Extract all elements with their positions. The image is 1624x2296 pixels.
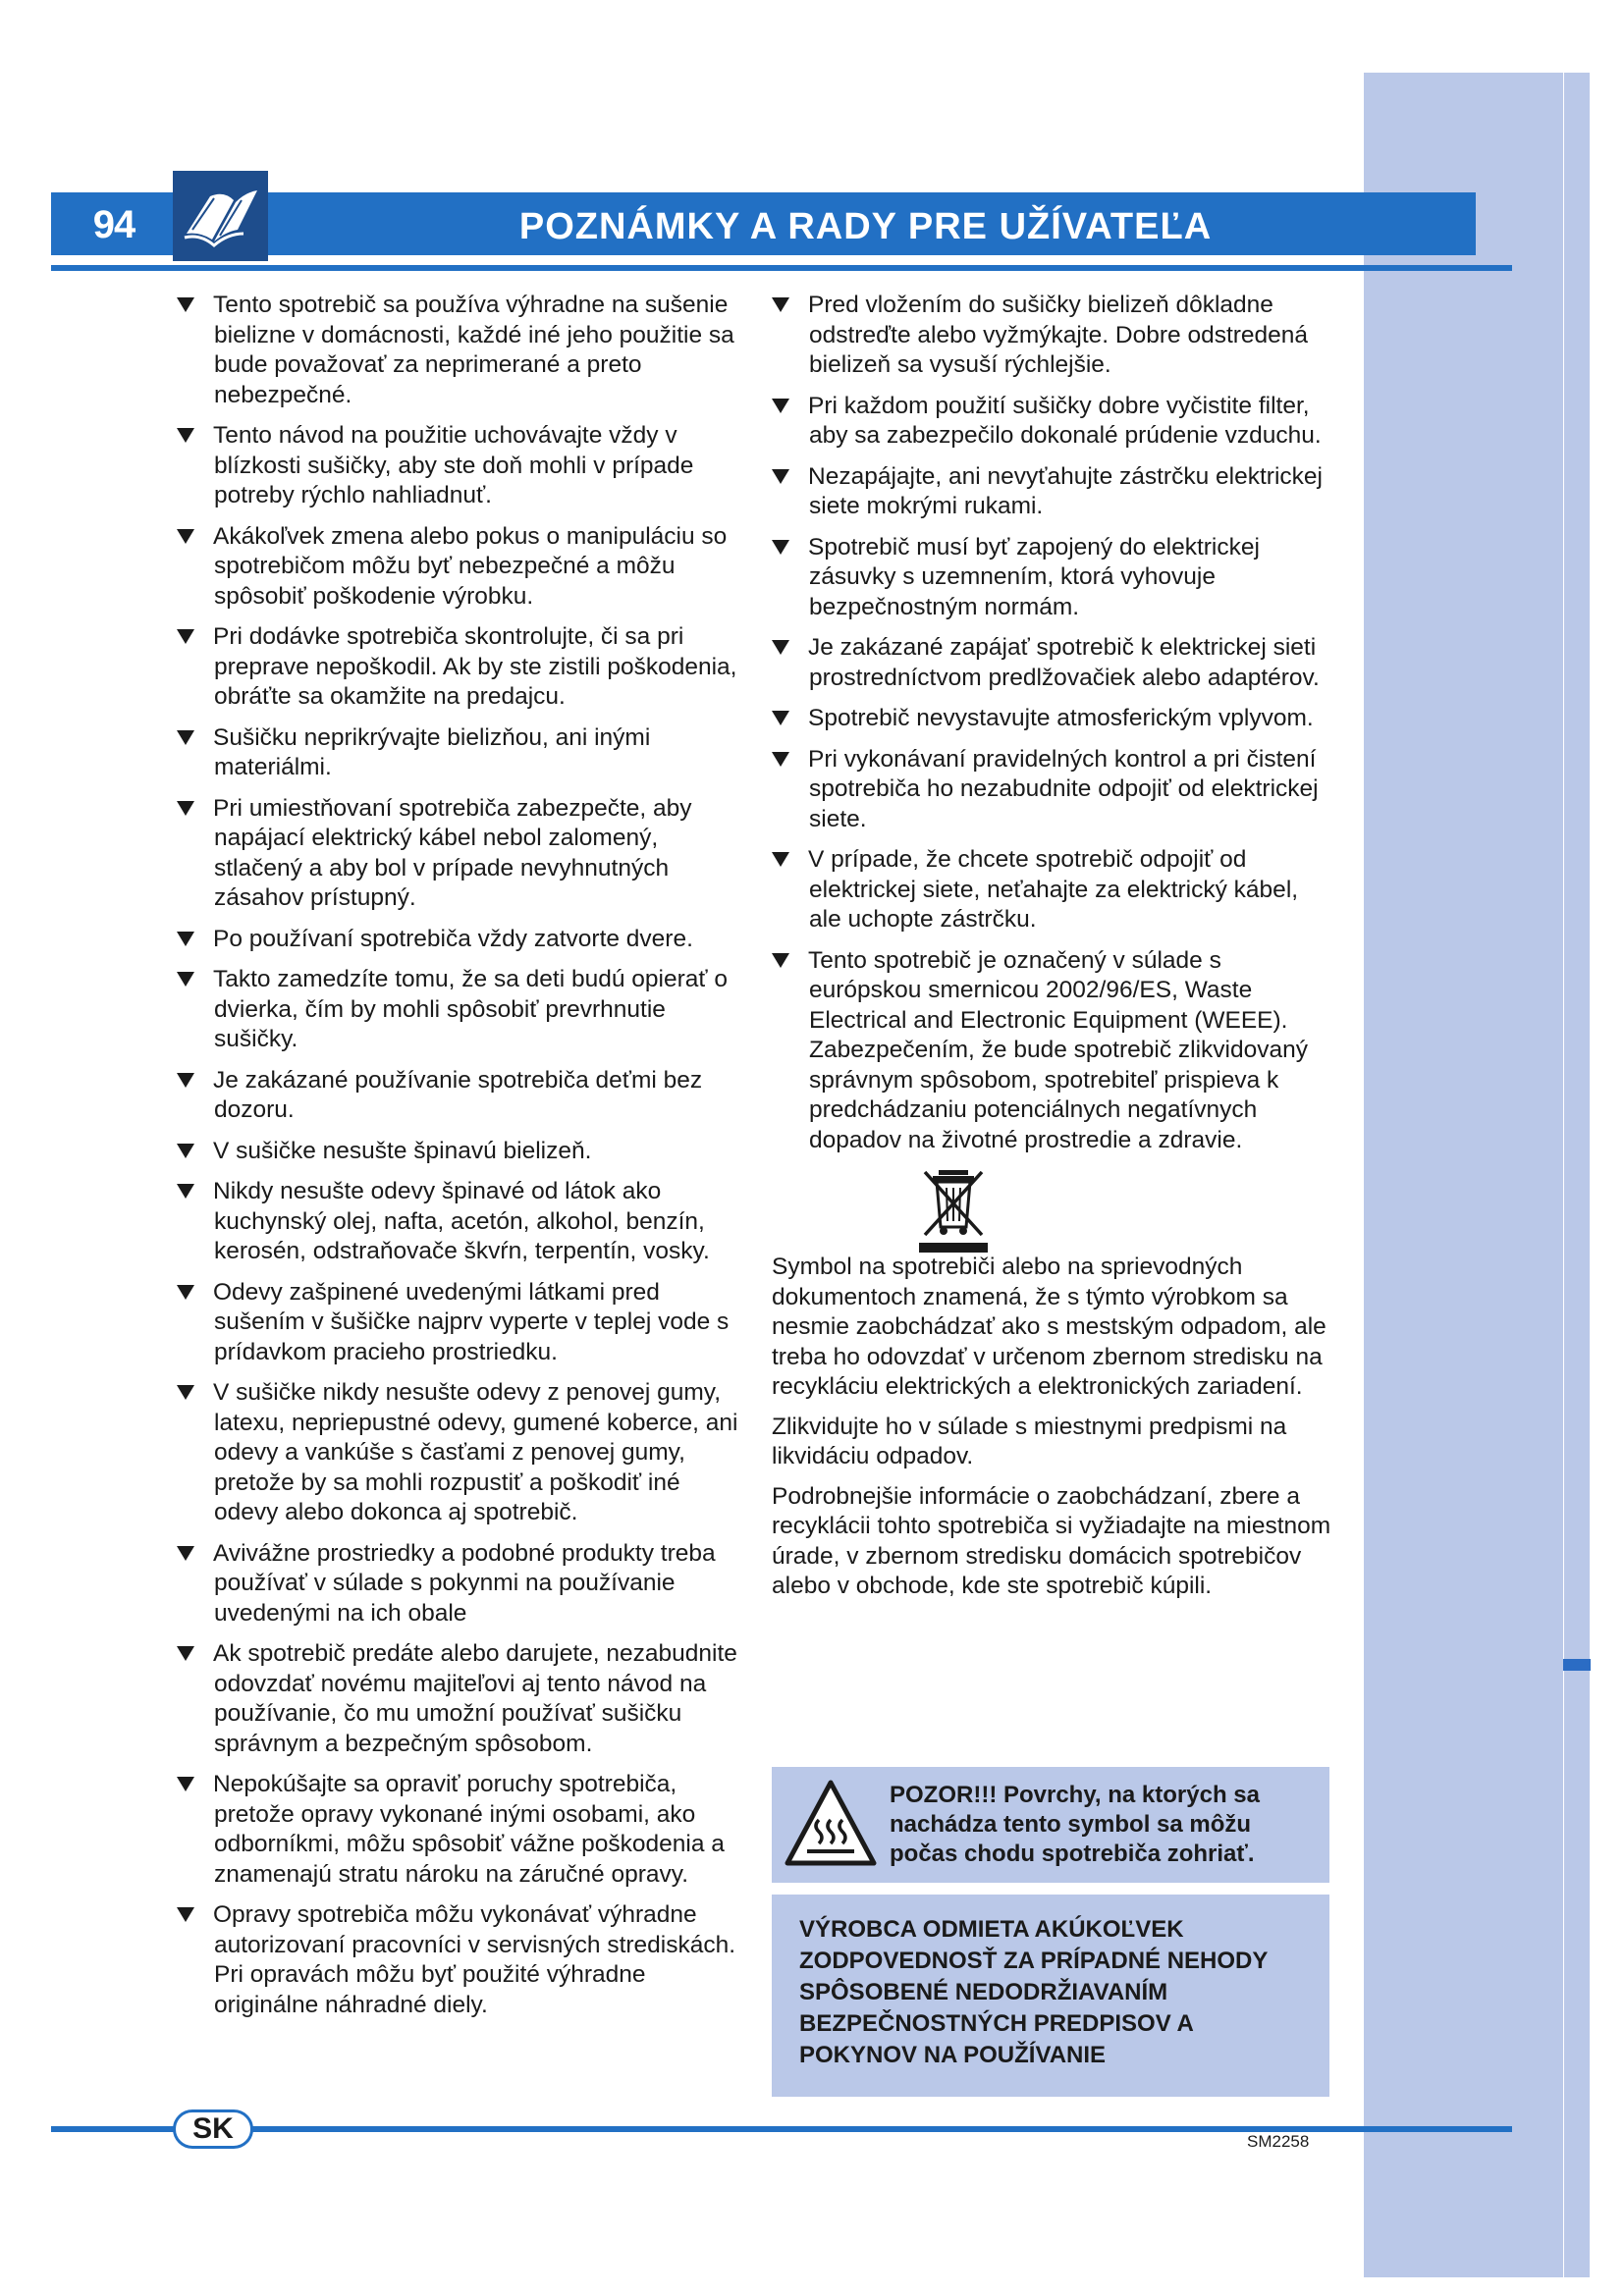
list-item: Je zakázané zapájať spotrebič k elektrickej sieti prostredníctvom predlžovačiek alebo adaptérov. bbox=[772, 633, 1331, 693]
bullet-triangle-icon bbox=[177, 1646, 194, 1661]
list-item: Avivážne prostriedky a podobné produkty treba používať v súlade s pokynmi na používanie uvedenými na ich obale bbox=[177, 1539, 746, 1629]
bullet-triangle-icon bbox=[177, 529, 194, 544]
list-item: Nepokúšajte sa opraviť poruchy spotrebiča, pretože opravy vykonané inými osobami, ako odborníkmi, môžu spôsobiť vážne poškodenia a znamenajú stratu nároku na záručné opravy. bbox=[177, 1770, 746, 1890]
list-item: V sušičke nesušte špinavú bielizeň. bbox=[177, 1137, 746, 1167]
list-item: Spotrebič nevystavujte atmosferickým vplyvom. bbox=[772, 704, 1331, 734]
list-item: Pred vložením do sušičky bielizeň dôkladne odstreďte alebo vyžmýkajte. Dobre odstredená bielizeň sa vysuší rýchlejšie. bbox=[772, 291, 1331, 381]
bullet-triangle-icon bbox=[772, 752, 789, 767]
bullet-triangle-icon bbox=[177, 1777, 194, 1791]
bullet-triangle-icon bbox=[177, 1184, 194, 1199]
bullet-triangle-icon bbox=[177, 1907, 194, 1922]
bullet-triangle-icon bbox=[177, 1546, 194, 1561]
disposal-paragraph: Zlikvidujte ho v súlade s miestnymi predpismi na likvidáciu odpadov. bbox=[772, 1413, 1287, 1469]
language-badge: SK bbox=[173, 2109, 253, 2149]
disclaimer-box bbox=[772, 1895, 1329, 2097]
list-item: Sušičku neprikrývajte bielizňou, ani inými materiálmi. bbox=[177, 723, 746, 783]
list-item: Nikdy nesušte odevy špinavé od látok ako kuchynský olej, nafta, acetón, alkohol, benzín, kerosén, odstraňovače škvŕn, terpentín, vosky. bbox=[177, 1177, 746, 1267]
list-item: Po používaní spotrebiča vždy zatvorte dvere. bbox=[177, 925, 746, 955]
bullet-triangle-icon bbox=[177, 972, 194, 987]
list-item: Tento spotrebič sa používa výhradne na sušenie bielizne v domácnosti, každé iné jeho použitie sa bude považovať za neprimerané a preto nebezpečné. bbox=[177, 291, 746, 410]
weee-symbol-row bbox=[772, 1166, 1331, 1253]
left-column bbox=[177, 291, 746, 2031]
bullet-triangle-icon bbox=[177, 1144, 194, 1158]
bullet-triangle-icon bbox=[177, 730, 194, 745]
bullet-triangle-icon bbox=[772, 640, 789, 655]
weee-symbol-paragraph: Symbol na spotrebiči alebo na sprievodných dokumentoch znamená, že s týmto výrobkom sa nesmie zaobchádzať ako s mestským odpadom, ale treba ho odovzdať v určenom zbernom stredisku na recykláciu elektrických a elektronických zariadení. bbox=[772, 1254, 1326, 1400]
bullet-triangle-icon bbox=[177, 801, 194, 816]
list-item: Ak spotrebič predáte alebo darujete, nezabudnite odovzdať novému majiteľovi aj tento návod na používanie, čo mu umožní používať sušičku správnym a bezpečným spôsobom. bbox=[177, 1639, 746, 1759]
list-item: Pri vykonávaní pravidelných kontrol a pri čistení spotrebiča ho nezabudnite odpojiť od elektrickej siete. bbox=[772, 745, 1331, 835]
list-item: Tento návod na použitie uchovávajte vždy v blízkosti sušičky, aby ste doň mohli v prípade potreby rýchlo nahliadnuť. bbox=[177, 421, 746, 511]
warning-text: POZOR!!! Povrchy, na ktorých sa nachádza tento symbol sa môžu počas chodu spotrebiča zohriať. bbox=[890, 1782, 1260, 1867]
bullet-triangle-icon bbox=[177, 629, 194, 644]
hot-surface-warning-icon bbox=[784, 1777, 878, 1871]
list-item: Pri umiestňovaní spotrebiča zabezpečte, aby napájací elektrický kábel nebol zalomený, stlačený a aby bol v prípade nevyhnutných zásahov prístupný. bbox=[177, 794, 746, 914]
bullet-triangle-icon bbox=[177, 932, 194, 946]
list-item: Spotrebič musí byť zapojený do elektrickej zásuvky s uzemnením, ktorá vyhovuje bezpečnostným normám. bbox=[772, 533, 1331, 623]
bullet-triangle-icon bbox=[772, 399, 789, 413]
list-item: Opravy spotrebiča môžu vykonávať výhradne autorizovaní pracovníci v servisných strediskách. Pri opravách môžu byť použité výhradne originálne náhradné diely. bbox=[177, 1900, 746, 2020]
bullet-triangle-icon bbox=[177, 297, 194, 312]
bullet-triangle-icon bbox=[772, 297, 789, 312]
header-rule bbox=[51, 265, 1512, 271]
crossed-bin-icon bbox=[919, 1166, 988, 1253]
book-icon bbox=[173, 171, 268, 261]
bullet-triangle-icon bbox=[177, 1285, 194, 1300]
bullet-triangle-icon bbox=[177, 428, 194, 443]
list-item: Akákoľvek zmena alebo pokus o manipuláciu so spotrebičom môžu byť nebezpečné a môžu spôsobiť poškodenie výrobku. bbox=[177, 522, 746, 613]
bullet-triangle-icon bbox=[772, 469, 789, 484]
document-code: SM2258 bbox=[1247, 2132, 1310, 2151]
list-item: V prípade, že chcete spotrebič odpojiť od elektrickej siete, neťahajte za elektrický kábel, ale uchopte zástrčku. bbox=[772, 845, 1331, 935]
side-band-divider bbox=[1563, 73, 1564, 2277]
right-column bbox=[772, 291, 1331, 1612]
bullet-triangle-icon bbox=[772, 852, 789, 867]
side-tab-marker bbox=[1563, 1659, 1591, 1671]
bullet-triangle-icon bbox=[772, 711, 789, 725]
list-item: Takto zamedzíte tomu, že sa deti budú opierať o dvierka, čím by mohli spôsobiť prevrhnutie sušičky. bbox=[177, 965, 746, 1055]
list-item: Je zakázané používanie spotrebiča deťmi bez dozoru. bbox=[177, 1066, 746, 1126]
hot-surface-warning bbox=[772, 1767, 1329, 1883]
disclaimer-text: VÝROBCA ODMIETA AKÚKOĽVEK ZODPOVEDNOSŤ ZA PRÍPADNÉ NEHODY SPÔSOBENÉ NEDODRŽIAVANÍM BEZPEČNOSTNÝCH PREDPISOV A POKYNOV NA POUŽÍVANIE bbox=[799, 1916, 1268, 2068]
side-band bbox=[1364, 73, 1590, 2277]
list-item: Nezapájajte, ani nevyťahujte zástrčku elektrickej siete mokrými rukami. bbox=[772, 462, 1331, 522]
page-number: 94 bbox=[92, 203, 135, 246]
bullet-triangle-icon bbox=[177, 1073, 194, 1088]
list-item: Pri každom použití sušičky dobre vyčistite filter, aby sa zabezpečilo dokonalé prúdenie vzduchu. bbox=[772, 392, 1331, 452]
list-item: Tento spotrebič je označený v súlade s európskou smernicou 2002/96/ES, Waste Electrical and Electronic Equipment (WEEE). Zabezpečením, že bude spotrebič zlikvidovaný správnym spôsobom, spotrebiteľ prispieva k predchádzaniu potenciálnych negatívnych dopadov na životné prostredie a zdravie. bbox=[772, 946, 1331, 1156]
list-item: Odevy zašpinené uvedenými látkami pred sušením v šušičke najprv vyperte v teplej vode s prídavkom pracieho prostriedku. bbox=[177, 1278, 746, 1368]
bullet-triangle-icon bbox=[177, 1385, 194, 1400]
list-item: Pri dodávke spotrebiča skontrolujte, či sa pri preprave nepoškodil. Ak by ste zistili poškodenia, obráťte sa okamžite na predajcu. bbox=[177, 622, 746, 713]
bullet-triangle-icon bbox=[772, 953, 789, 968]
page-title: POZNÁMKY A RADY PRE UŽÍVATEĽA bbox=[518, 206, 1213, 247]
info-paragraph: Podrobnejšie informácie o zaobchádzaní, zbere a recyklácii tohto spotrebiča si vyžiadajte na miestnom úrade, v zbernom stredisku domácich spotrebičov alebo v obchode, kde ste spotrebič kúpili. bbox=[772, 1482, 1331, 1599]
bullet-triangle-icon bbox=[772, 540, 789, 555]
list-item: V sušičke nikdy nesušte odevy z penovej gumy, latexu, nepriepustné odevy, gumené koberce, ani odevy a vankúše s časťami z penovej gumy, pretože by sa mohli rozpustiť a poškodiť iné odevy alebo dokonca aj spotrebič. bbox=[177, 1378, 746, 1528]
